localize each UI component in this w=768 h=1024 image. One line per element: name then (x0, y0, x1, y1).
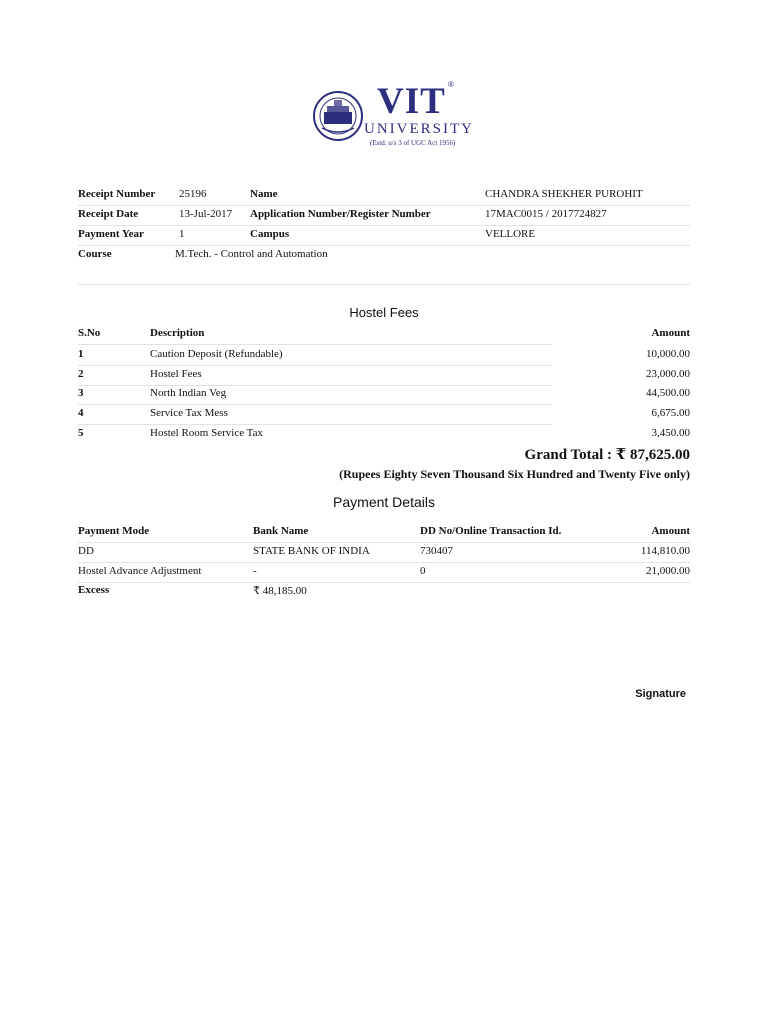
amount-header: Amount (651, 327, 690, 339)
receipt-info-row (78, 246, 690, 265)
receipt-info-row (78, 206, 690, 226)
campus-value: VELLORE (485, 228, 536, 240)
sno-header: S.No (78, 327, 101, 339)
row-description: Hostel Room Service Tax (150, 427, 263, 439)
row-sno: 1 (78, 348, 84, 360)
payment-mode: Hostel Advance Adjustment (78, 565, 202, 577)
table-row (78, 346, 552, 366)
receipt-info-row (78, 186, 690, 206)
receipt-number-label: Receipt Number (78, 188, 156, 200)
logo-subtitle: UNIVERSITY (364, 121, 474, 137)
description-header: Description (150, 327, 205, 339)
payment-details-title: Payment Details (333, 494, 435, 510)
table-row (78, 366, 552, 386)
payment-mode: DD (78, 545, 94, 557)
course-value: M.Tech. - Control and Automation (175, 248, 328, 260)
table-row (78, 405, 552, 425)
divider (78, 284, 690, 285)
course-label: Course (78, 248, 112, 260)
row-amount: 23,000.00 (646, 368, 690, 380)
signature-label: Signature (635, 688, 686, 700)
row-sno: 4 (78, 407, 84, 419)
application-value: 17MAC0015 / 2017724827 (485, 208, 607, 220)
row-sno: 5 (78, 427, 84, 439)
receipt-date-label: Receipt Date (78, 208, 139, 220)
campus-label: Campus (250, 228, 290, 240)
dd-no-header: DD No/Online Transaction Id. (420, 525, 562, 537)
row-description: Hostel Fees (150, 368, 202, 380)
payment-amount: 21,000.00 (646, 565, 690, 577)
row-amount: 10,000.00 (646, 348, 690, 360)
bank-name-header: Bank Name (253, 525, 309, 537)
bank-name: STATE BANK OF INDIA (253, 545, 370, 557)
name-value: CHANDRA SHEKHER PUROHIT (485, 188, 643, 200)
excess-row (78, 582, 690, 601)
payment-year-label: Payment Year (78, 228, 144, 240)
table-row (78, 425, 552, 444)
row-description: Service Tax Mess (150, 407, 228, 419)
receipt-info-row (78, 226, 690, 246)
university-seal-icon (312, 84, 364, 154)
row-sno: 2 (78, 368, 84, 380)
row-amount: 6,675.00 (651, 407, 690, 419)
payment-mode-header: Payment Mode (78, 525, 150, 537)
registered-mark: ® (448, 80, 454, 89)
payment-amount-header: Amount (651, 525, 690, 537)
grand-total: Grand Total : ₹ 87,625.00 (524, 447, 690, 463)
amount-in-words: (Rupees Eighty Seven Thousand Six Hundred and Twenty Five only) (339, 467, 690, 481)
hostel-fees-title: Hostel Fees (349, 305, 419, 320)
payment-amount: 114,810.00 (640, 545, 690, 557)
logo-estd: (Estd. u/s 3 of UGC Act 1956) (370, 139, 456, 147)
dd-no: 0 (420, 565, 426, 577)
application-label: Application Number/Register Number (250, 208, 431, 220)
table-row (78, 385, 552, 405)
excess-value: ₹ 48,185.00 (253, 585, 307, 597)
fees-header-row (78, 325, 552, 345)
row-description: North Indian Veg (150, 387, 227, 399)
bank-name: - (253, 565, 257, 577)
row-amount: 3,450.00 (651, 427, 690, 439)
row-description: Caution Deposit (Refundable) (150, 348, 283, 360)
excess-label: Excess (78, 584, 110, 596)
table-row (78, 563, 690, 583)
logo-name: VIT (377, 81, 446, 122)
payment-header-row (78, 523, 690, 543)
university-logo (312, 80, 474, 156)
name-label: Name (250, 188, 278, 200)
row-sno: 3 (78, 387, 84, 399)
table-row (78, 543, 690, 563)
row-amount: 44,500.00 (646, 387, 690, 399)
receipt-date-value: 13-Jul-2017 (179, 208, 233, 220)
receipt-number-value: 25196 (179, 188, 207, 200)
payment-year-value: 1 (179, 228, 185, 240)
dd-no: 730407 (420, 545, 453, 557)
